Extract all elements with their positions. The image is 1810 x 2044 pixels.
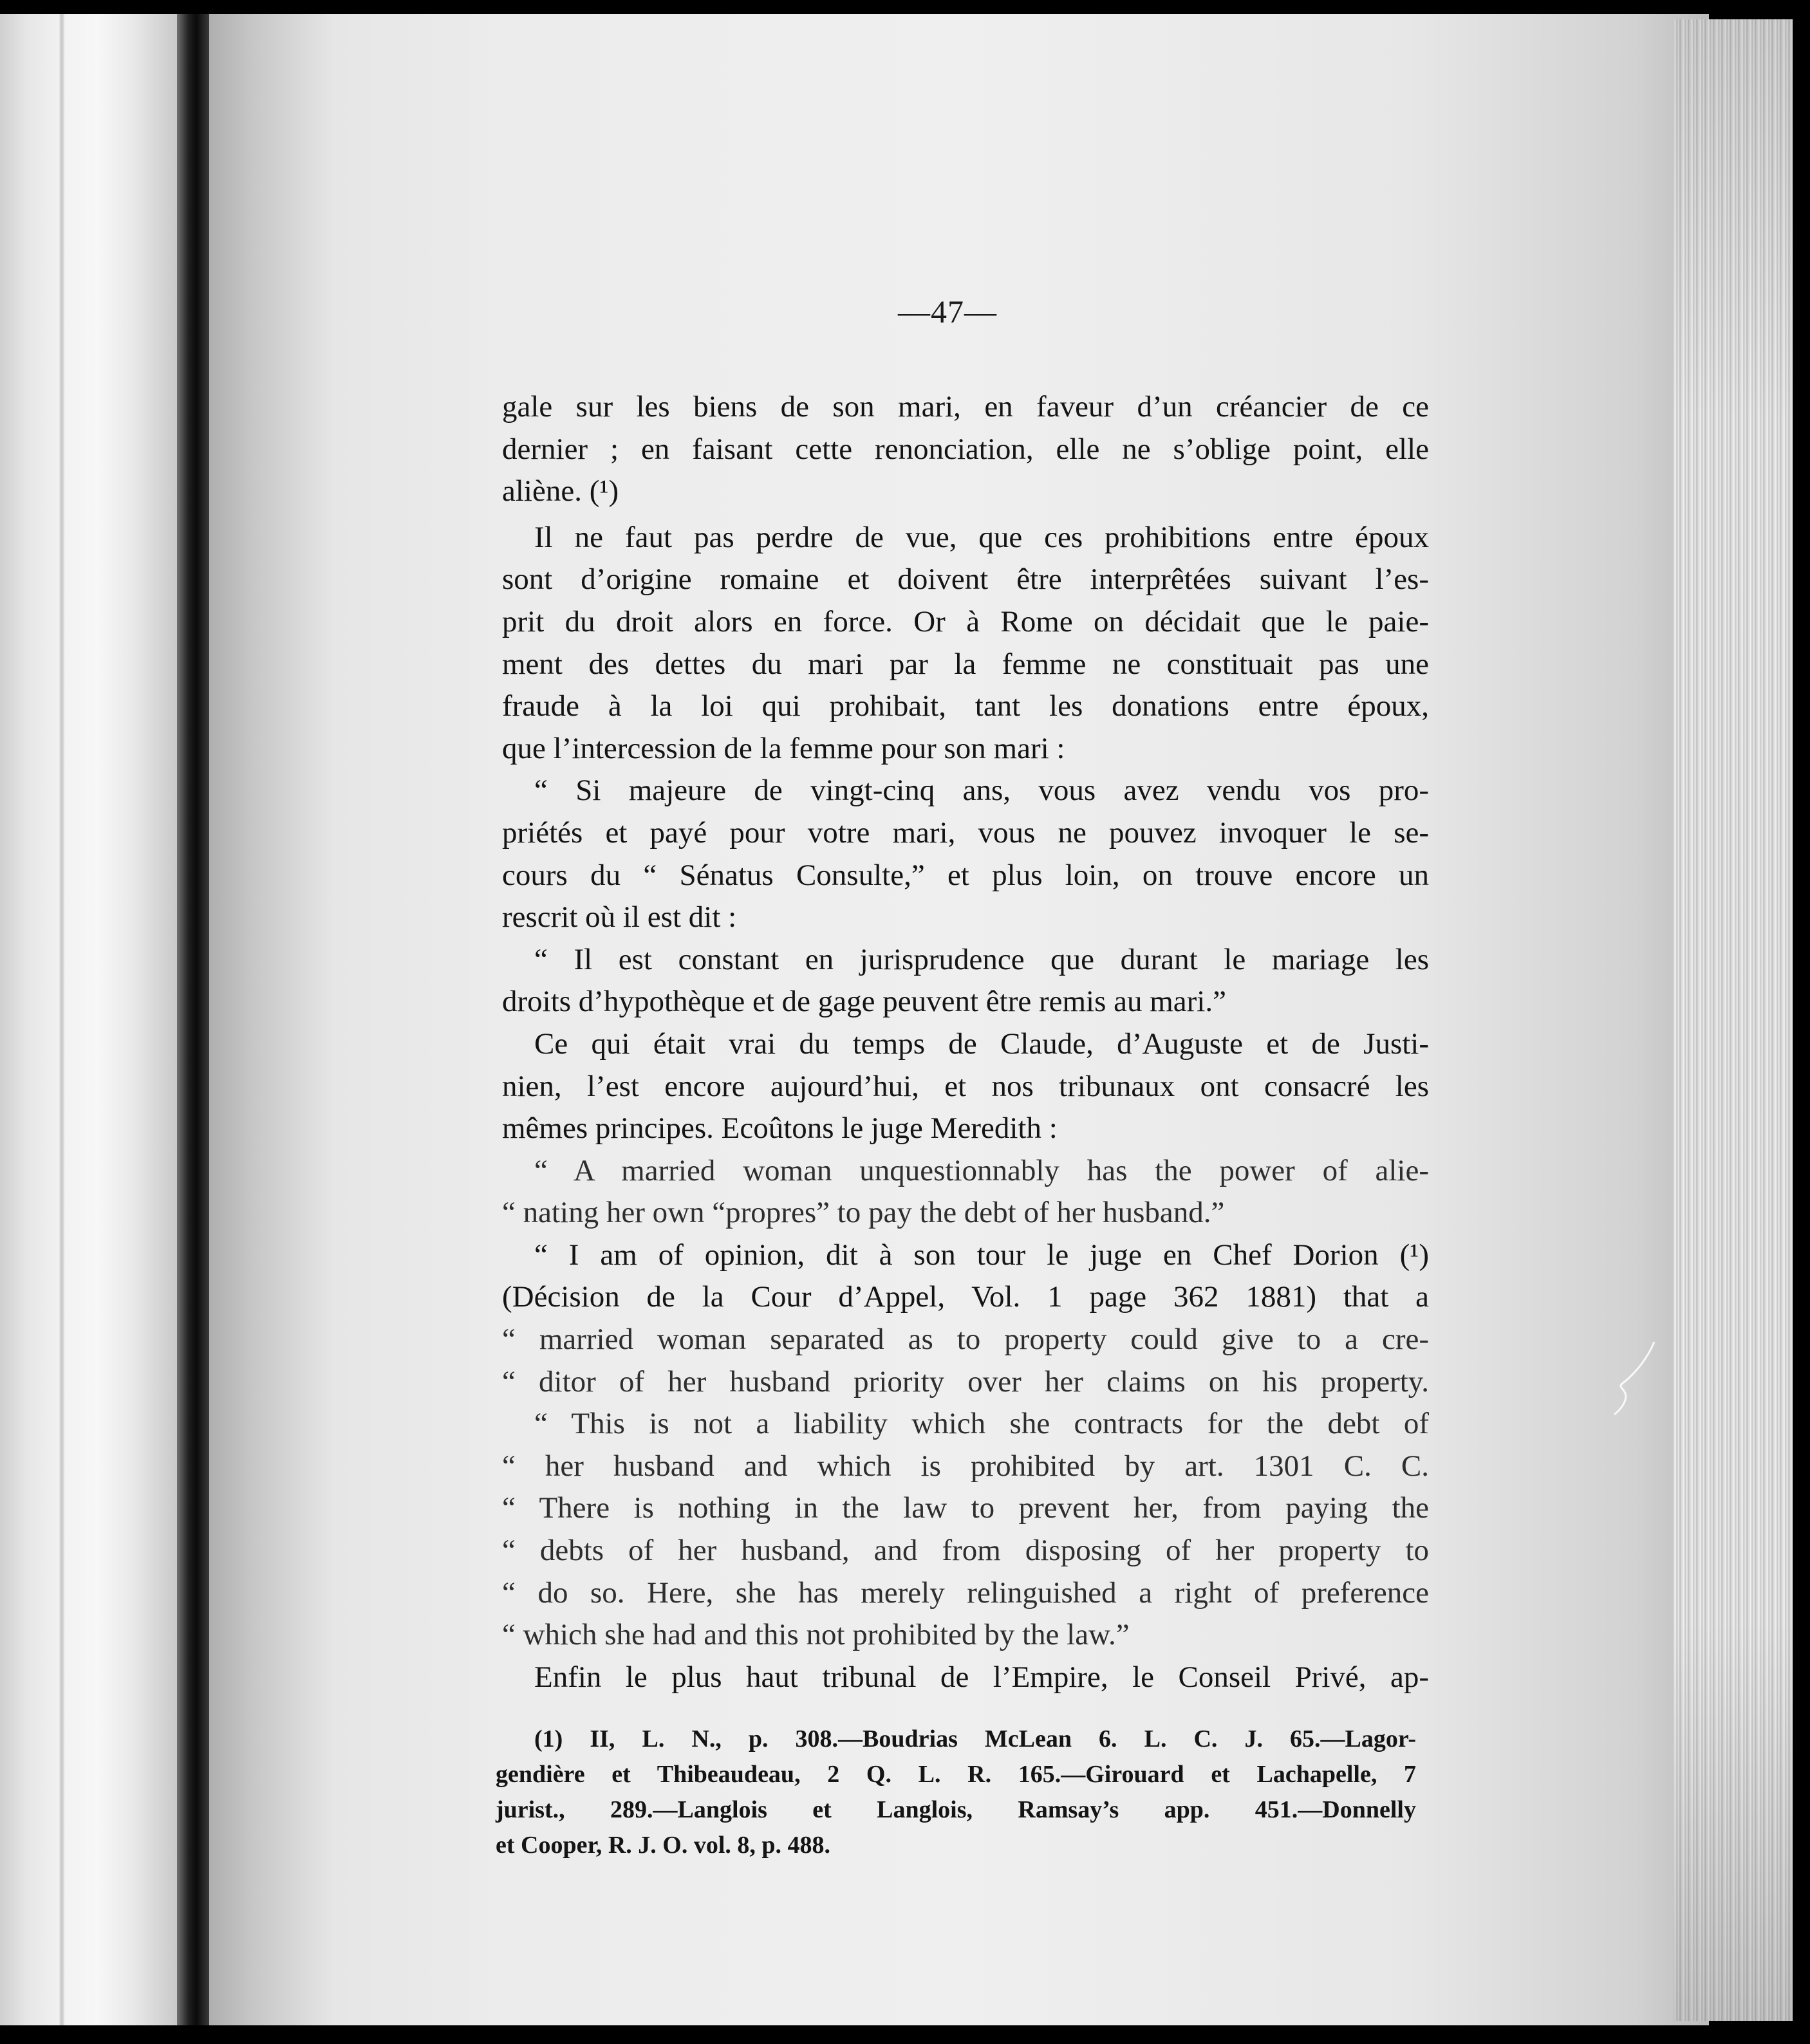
footnote-line: jurist., 289.—Langlois et Langlois, Ramsay’s app. 451.—Donnelly bbox=[496, 1796, 1416, 1823]
text-line: “ A married woman unquestionnably has the power of alie- bbox=[534, 1153, 1429, 1187]
text-line: dernier ; en faisant cette renonciation, elle ne s’oblige point, elle bbox=[502, 432, 1429, 466]
footnote-line: gendière et Thibeaudeau, 2 Q. L. R. 165.—Girouard et Lachapelle, 7 bbox=[496, 1761, 1416, 1788]
text-line: cours du “ Sénatus Consulte,” et plus loin, on trouve encore un bbox=[502, 858, 1429, 892]
page-number: —47— bbox=[898, 293, 997, 330]
previous-page-fold bbox=[59, 14, 64, 2025]
body-text bbox=[502, 386, 1429, 1698]
text-line: sont d’origine romaine et doivent être interprêtées suivant l’es- bbox=[502, 562, 1429, 597]
page-edges-shadow bbox=[1674, 19, 1793, 2021]
text-line: mêmes principes. Ecoûtons le juge Meredith : bbox=[502, 1111, 1058, 1146]
text-line: “ nating her own “propres” to pay the debt of her husband.” bbox=[502, 1196, 1225, 1230]
text-line: droits d’hypothèque et de gage peuvent être remis au mari.” bbox=[502, 985, 1226, 1019]
text-line: Ce qui était vrai du temps de Claude, d’Auguste et de Justi- bbox=[534, 1027, 1429, 1061]
book-gutter bbox=[177, 14, 209, 2025]
text-line: “ There is nothing in the law to prevent her, from paying the bbox=[502, 1491, 1429, 1525]
text-line: fraude à la loi qui prohibait, tant les donations entre époux, bbox=[502, 689, 1429, 723]
text-line: “ Il est constant en jurisprudence que durant le mariage les bbox=[534, 942, 1429, 976]
text-line: “ debts of her husband, and from disposing of her property to bbox=[502, 1534, 1429, 1568]
text-line: “ I am of opinion, dit à son tour le juge en Chef Dorion (¹) bbox=[534, 1238, 1429, 1272]
text-line: Il ne faut pas perdre de vue, que ces prohibitions entre époux bbox=[534, 520, 1429, 554]
text-line: gale sur les biens de son mari, en faveur d’un créancier de ce bbox=[502, 390, 1429, 423]
text-line: “ Si majeure de vingt-cinq ans, vous avez vendu vos pro- bbox=[534, 774, 1429, 808]
text-line: ment des dettes du mari par la femme ne constituait pas une bbox=[502, 647, 1429, 681]
page-shadow bbox=[209, 14, 338, 2025]
text-line: rescrit où il est dit : bbox=[502, 900, 737, 934]
previous-page-edge bbox=[0, 14, 177, 2025]
text-line: (Décision de la Cour d’Appel, Vol. 1 page 362 1881) that a bbox=[502, 1280, 1429, 1314]
text-line: “ which she had and this not prohibited by the law.” bbox=[502, 1618, 1130, 1652]
text-line: Enfin le plus haut tribunal de l’Empire, le Conseil Privé, ap- bbox=[534, 1660, 1429, 1694]
text-line: prit du droit alors en force. Or à Rome on décidait que le paie- bbox=[502, 604, 1429, 638]
text-line: “ her husband and which is prohibited by art. 1301 C. C. bbox=[502, 1449, 1429, 1483]
text-line: nien, l’est encore aujourd’hui, et nos tribunaux ont consacré les bbox=[502, 1069, 1429, 1103]
text-line: “ This is not a liability which she contracts for the debt of bbox=[534, 1407, 1429, 1441]
footnote-line: (1) II, L. N., p. 308.—Boudrias McLean 6. L. C. J. 65.—Lagor- bbox=[534, 1725, 1416, 1752]
film-scratch-mark bbox=[1609, 1339, 1661, 1416]
footnotes bbox=[496, 1722, 1416, 1863]
text-line: “ do so. Here, she has merely relinguished a right of preference bbox=[502, 1575, 1429, 1610]
text-line: que l’intercession de la femme pour son mari : bbox=[502, 731, 1065, 765]
text-line: “ married woman separated as to property could give to a cre- bbox=[502, 1323, 1429, 1357]
text-line: “ ditor of her husband priority over her claims on his property. bbox=[502, 1364, 1429, 1398]
footnote-line: et Cooper, R. J. O. vol. 8, p. 488. bbox=[496, 1832, 831, 1859]
text-line: aliène. (¹) bbox=[502, 474, 619, 508]
text-line: priétés et payé pour votre mari, vous ne pouvez invoquer le se- bbox=[502, 815, 1429, 850]
